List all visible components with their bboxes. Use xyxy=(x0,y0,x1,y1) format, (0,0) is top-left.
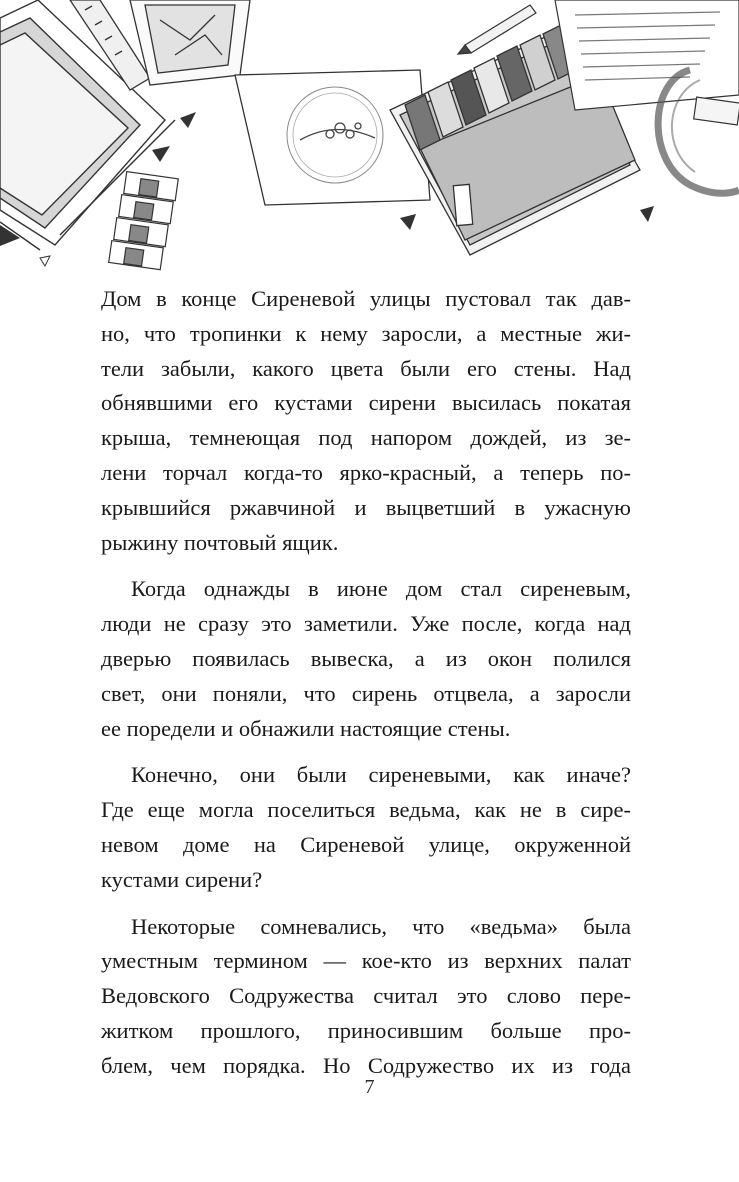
postcard-sketch xyxy=(235,70,430,205)
paragraph-2 xyxy=(101,572,631,746)
text-line: Конечно, они были сиреневыми, как иначе? xyxy=(131,762,631,788)
letter-sheet-sketch xyxy=(555,0,739,125)
body-text xyxy=(101,282,631,1096)
text-line: тели забыли, какого цвета были его стены. Над xyxy=(101,355,631,381)
text-line: Ведовского Содружества считал это слово пере- xyxy=(101,983,631,1009)
text-line: невом доме на Сиреневой улице, окруженной xyxy=(101,831,631,857)
page-number: 7 xyxy=(364,1076,375,1098)
text-line: рыжину почтовый ящик. xyxy=(101,529,339,555)
text-line: уместным термином — кое-кто из верхних палат xyxy=(101,948,631,974)
text-line: Где еще могла поселиться ведьма, как не в сире- xyxy=(101,797,631,823)
text-line: блем, чем порядка. Но Содружество их из года xyxy=(101,1052,631,1078)
text-line: Некоторые сомневались, что «ведьма» была xyxy=(131,913,631,939)
text-line: житком прошлого, приносившим больше про- xyxy=(101,1017,631,1043)
text-line: Дом в конце Сиреневой улицы пустовал так дав- xyxy=(101,286,631,311)
paragraph-1 xyxy=(101,282,631,560)
text-line: люди не сразу это заметили. Уже после, когда над xyxy=(101,611,631,637)
text-line: но, что тропинки к нему заросли, а местные жи- xyxy=(101,320,631,346)
text-line: дверью появилась вывеска, а из окон полился xyxy=(101,645,631,671)
text-line: кустами сирени? xyxy=(101,866,263,892)
paragraph-4 xyxy=(101,910,631,1084)
text-line: свет, они поняли, что сирень отцвела, а заросли xyxy=(101,680,631,706)
paragraph-3 xyxy=(101,758,631,897)
text-line: обнявшими его кустами сирени высилась покатая xyxy=(101,390,631,416)
text-line: Когда однажды в июне дом стал сиреневым, xyxy=(131,576,631,602)
sticky-tabs-sketch xyxy=(109,172,179,270)
text-line: крыша, темнеющая под напором дождей, из зе- xyxy=(101,425,631,451)
text-line: ее поредели и обнажили настоящие стены. xyxy=(101,715,511,741)
header-illustration xyxy=(0,0,739,272)
text-line: лени торчал когда-то ярко-красный, а теперь по- xyxy=(101,459,631,485)
photo-frame-sketch xyxy=(130,0,250,85)
text-line: крывшийся ржавчиной и выцветший в ужасную xyxy=(101,494,631,520)
